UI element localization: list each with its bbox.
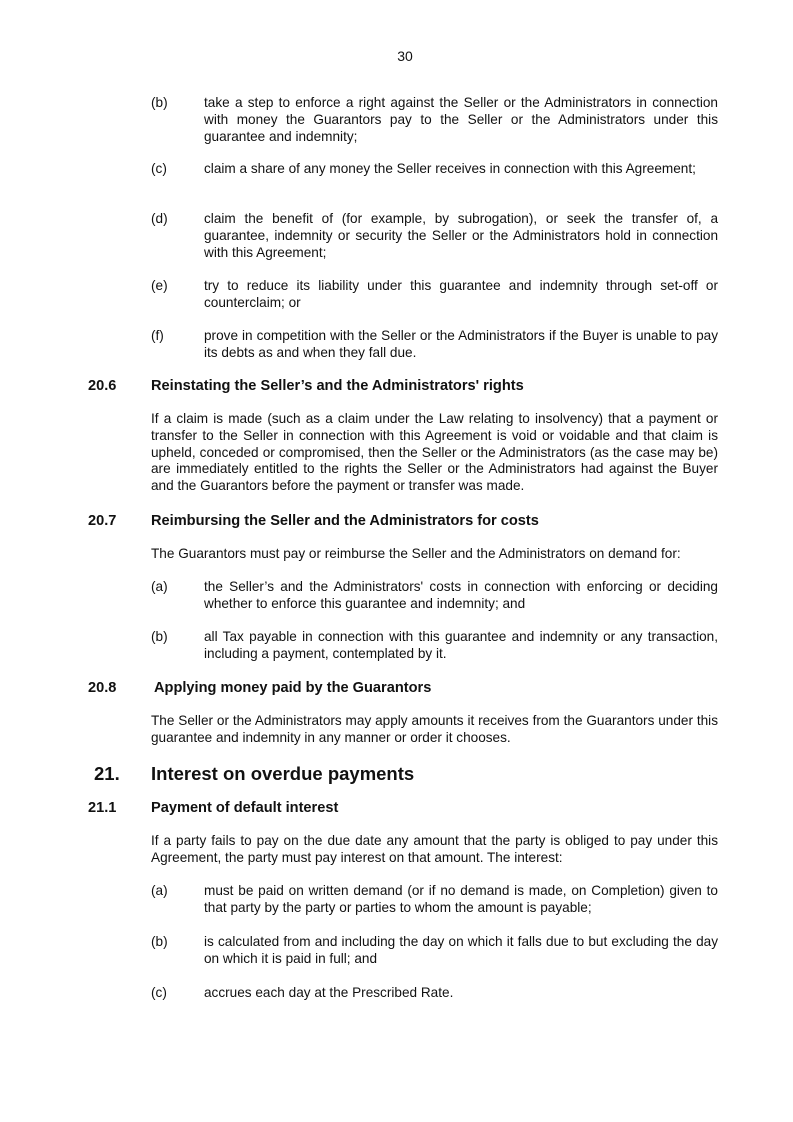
list-item-text: claim a share of any money the Seller receives in connection with this Agreement; — [204, 161, 696, 176]
list-item — [151, 161, 718, 178]
list-item-label: (a) — [151, 883, 168, 898]
section-title: Reimbursing the Seller and the Administrators for costs — [151, 513, 539, 529]
list-item — [151, 883, 718, 917]
list-item-label: (a) — [151, 579, 168, 594]
section-intro: If a party fails to pay on the due date any amount that the party is obliged to pay under this Agreement, the party must pay interest on that amount. The interest: — [151, 833, 718, 865]
section-title: Applying money paid by the Guarantors — [154, 680, 432, 696]
list-item-text: prove in competition with the Seller or the Administrators if the Buyer is unable to pay its debts as and when they fall due. — [204, 328, 718, 360]
section-title: Payment of default interest — [151, 800, 339, 816]
clause-title: Interest on overdue payments — [151, 763, 415, 784]
list-item-label: (b) — [151, 629, 168, 644]
section-number: 20.8 — [88, 680, 117, 696]
list-item — [151, 95, 718, 145]
list-item-label: (c) — [151, 985, 167, 1000]
list-item — [151, 278, 718, 312]
list-item-text: all Tax payable in connection with this guarantee and indemnity or any transaction, including a payment, contemplated by it. — [204, 629, 718, 661]
list-item-text: must be paid on written demand (or if no demand is made, on Completion) given to that party by the party or parties to whom the amount is payable; — [204, 883, 718, 915]
list-item-label: (b) — [151, 95, 168, 110]
list-item — [151, 211, 718, 261]
list-item-text: claim the benefit of (for example, by subrogation), or seek the transfer of, a guarantee, indemnity or security the Seller or the Administrators hold in connection with this Agreement; — [204, 211, 718, 260]
list-item-text: try to reduce its liability under this guarantee and indemnity through set-off or counterclaim; or — [204, 278, 718, 310]
list-item — [151, 985, 718, 1002]
list-item — [151, 629, 718, 663]
list-item-label: (e) — [151, 278, 168, 293]
list-item-text: accrues each day at the Prescribed Rate. — [204, 985, 454, 1000]
list-item-text: take a step to enforce a right against the Seller or the Administrators in connection with money the Guarantors pay to the Seller or the Administrators under this guarantee and indemnity; — [204, 95, 718, 144]
list-item-label: (c) — [151, 161, 167, 176]
section-title: Reinstating the Seller’s and the Administrators' rights — [151, 378, 524, 394]
list-item-label: (d) — [151, 211, 168, 226]
list-item-label: (f) — [151, 328, 164, 343]
list-item — [151, 934, 718, 968]
section-body: If a claim is made (such as a claim under the Law relating to insolvency) that a payment or transfer to the Seller in connection with this Agreement is void or voidable and that claim is upheld, conceded or compromised, then the Seller or the Administrators (as the case may be) are immediately entitled to the rights the Seller or the Administrators had against the Buyer and the Guarantors before the payment or transfer was made. — [151, 411, 718, 494]
section-number: 21.1 — [88, 800, 117, 816]
list-item-text: is calculated from and including the day on which it falls due to but excluding the day on which it is paid in full; and — [204, 934, 718, 966]
section-body: The Seller or the Administrators may apply amounts it receives from the Guarantors under this guarantee and indemnity in any manner or order it chooses. — [151, 713, 718, 745]
section-number: 20.6 — [88, 378, 117, 394]
page-number: 30 — [397, 48, 413, 64]
list-item-text: the Seller’s and the Administrators' costs in connection with enforcing or deciding whether to enforce this guarantee and indemnity; and — [204, 579, 718, 611]
section-number: 20.7 — [88, 513, 117, 529]
list-item — [151, 579, 718, 613]
list-item-label: (b) — [151, 934, 168, 949]
list-item — [151, 328, 718, 362]
clause-number: 21. — [94, 763, 120, 784]
section-intro: The Guarantors must pay or reimburse the Seller and the Administrators on demand for: — [151, 546, 681, 561]
